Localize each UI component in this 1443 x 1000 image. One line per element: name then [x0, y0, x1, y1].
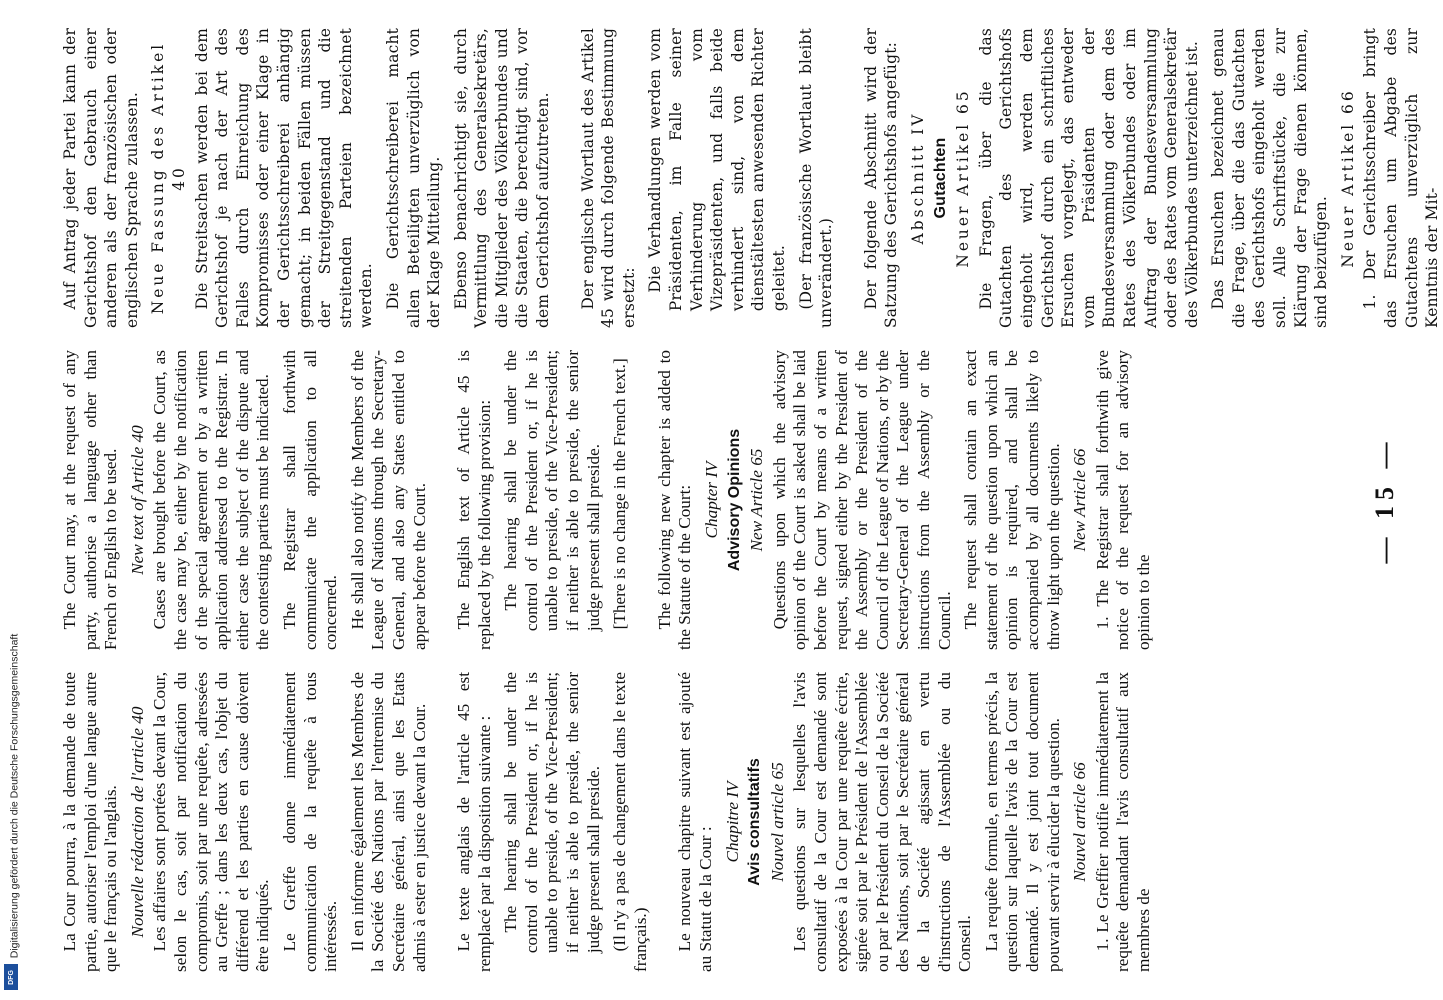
french-column: [60, 672, 1360, 972]
note: (Der französische Wortlaut bleibt unverändert.): [796, 28, 836, 328]
paragraph: The Registrar shall forthwith communicate the application to all concerned.: [279, 350, 341, 650]
paragraph: Die Fragen, über die das Gutachten des Gerichtshofs eingeholt wird, werden dem Gerichtshof durch ein schriftliches Ersuchen vorgelegt, das entweder vom Präsidenten der Bundesversammlung oder dem des Rates des Völkerbundes oder im Auftrag der Bundesversammlung oder des Rates vom Generalsekretär des Völkerbundes unterzeichnet ist.: [976, 28, 1201, 328]
paragraph: The Court may, at the request of any party, authorise a language other than French or English to be used.: [60, 350, 121, 650]
paragraph: Cases are brought before the Court, as the case may be, either by the notification of the special agreement or by a written application addressed to the Registrar. In either case the subject of the dispute and the contesting parties must be indicated.: [150, 350, 273, 650]
paragraph: Le Greffe donne immédiatement communication de la requête à tous intéressés.: [279, 672, 341, 972]
paragraph: Die Streitsachen werden bei dem Gerichtshof je nach der Art des Falles durch Einreichung des Kompromisses oder einer Klage in der Gerichtsschreiberei anhängig gemacht; in beiden Fällen müssen der Streitgegenstand und die streitenden Parteien bezeichnet werden.: [192, 28, 376, 328]
paragraph: La requête formule, en termes précis, la question sur laquelle l'avis de la Cour est demandé. Il y est joint tout document pouvant servir à élucider la question.: [981, 672, 1063, 972]
article-heading: New Article 66: [1070, 448, 1090, 552]
article-heading: Neue Fassung des Artikel 40: [149, 41, 188, 315]
chapter-title: Avis consultatifs: [746, 758, 764, 886]
note: (Il n'y a pas de changement dans le texte français.): [610, 672, 650, 972]
paragraph: Der folgende Abschnitt wird der Satzung des Gerichtshofs angefügt:: [861, 28, 901, 328]
dfg-logo-badge: [4, 964, 18, 990]
paragraph: Die Gerichtsschreiberei macht allen Beteiligten unverzüglich von der Klage Mitteilung.: [383, 28, 444, 328]
paragraph: Il en informe également les Membres de la Société des Nations par l'entremise du Secrétaire général, ainsi que les Etats admis à ester en justice devant la Cour.: [347, 672, 429, 972]
paragraph: Le nouveau chapitre suivant est ajouté au Statut de la Cour :: [675, 672, 716, 972]
article-heading: New text of Article 40: [127, 425, 147, 575]
paragraph: 1. The Registrar shall forthwith give notice of the request for an advisory opinion to the: [1092, 350, 1153, 650]
chapter-title: Advisory Opinions: [725, 428, 743, 572]
paragraph: Les affaires sont portées devant la Cour, selon le cas, soit par notification du compromis, soit par une requête, adressées au Greffe ; dans les deux cas, l'objet du différend et les parties en cause doivent être indiqués.: [150, 672, 273, 972]
quoted-provision: The hearing shall be under the control of the President or, if he is unable to preside, of the Vice-President; if neither is able to preside, the senior judge present shall preside.: [501, 350, 603, 632]
chapter-heading: Chapitre IV: [722, 781, 742, 863]
credit-text: Digitalisierung gefördert durch die Deutsche Forschungsgemeinschaft: [8, 633, 21, 959]
dfg-badge-label: DFG: [7, 969, 15, 985]
note: [There is no change in the French text.]: [610, 358, 630, 630]
article-heading: Neuer Artikel 66: [1338, 88, 1357, 268]
paragraph: 1. Le Greffier notifie immédiatement la requête demandant l'avis consultatif aux membres de: [1092, 672, 1153, 972]
article-heading: Nouvel article 66: [1070, 762, 1090, 882]
paragraph: La Cour pourra, à la demande de toute partie, autoriser l'emploi d'une langue autre que le français ou l'anglais.: [60, 672, 121, 972]
german-column: [60, 28, 1442, 328]
paragraph: Questions upon which the advisory opinion of the Court is asked shall be laid before the Court by means of a written request, signed either by the President of the Assembly or the President of the Council of the League of Nations, or by the Secretary-General of the League under instructions from the Assembly or the Council.: [769, 350, 954, 650]
paragraph: Les questions sur lesquelles l'avis consultatif de la Cour est demandé sont exposées à la Cour par une requête écrite, signée soit par le Président de l'Assemblée ou par le Président du Conseil de la Société des Nations, soit par le Secrétaire général de la Société agissant en vertu d'instructions de l'Assemblée ou du Conseil.: [790, 672, 975, 972]
article-heading: Nouvelle rédaction de l'article 40: [127, 706, 147, 938]
paragraph: The request shall contain an exact statement of the question upon which an opinion is required, and shall be accompanied by all documents likely to throw light upon the question.: [961, 350, 1063, 650]
quoted-provision: The hearing shall be under the control of the President or, if he is unable to preside, of the Vice-President; if neither is able to preside, the senior judge present shall preside.: [501, 672, 603, 954]
paragraph: Le texte anglais de l'article 45 est remplacé par la disposition suivante :: [454, 672, 494, 972]
paragraph: Auf Antrag jeder Partei kann der Gerichtshof den Gebrauch einer anderen als der französischen oder englischen Sprache zulassen.: [61, 28, 141, 328]
paragraph: Das Ersuchen bezeichnet genau die Frage, über die das Gutachten des Gerichtshofs eingeholt werden soll. Alle Schriftstücke, die zur Klärung der Frage dienen können, sind beizufügen.: [1209, 28, 1331, 328]
quoted-provision: Die Verhandlungen werden vom Präsidenten, im Falle seiner Verhinderung vom Vizepräsidenten, und falls beide verhindert sind, von dem dienstältesten anwesenden Richter geleitet.: [646, 28, 788, 312]
article-heading: Neuer Artikel 65: [954, 88, 973, 268]
chapter-title: Gutachten: [931, 137, 949, 219]
article-heading: New Article 65: [747, 448, 767, 552]
paragraph: The English text of Article 45 is replaced by the following provision:: [454, 350, 494, 650]
paragraph: Der englische Wortlaut des Artikel 45 wird durch folgende Bestimmung ersetzt:: [578, 28, 638, 328]
chapter-heading: Chapter IV: [702, 461, 722, 539]
chapter-heading: Abschnitt IV: [908, 111, 927, 245]
paragraph: 1. Der Gerichtsschreiber bringt das Ersuchen um Abgabe des Gutachtens unverzüglich zur Kenntnis der Mit-: [1361, 28, 1442, 328]
page-number: — 15 —: [1370, 436, 1399, 564]
paragraph: The following new chapter is added to the Statute of the Court:: [654, 350, 695, 650]
english-column: [60, 350, 1360, 650]
article-heading: Nouvel article 65: [767, 762, 787, 882]
paragraph: He shall also notify the Members of the League of Nations through the Secretary-General, and also any States entitled to appear before the Court.: [347, 350, 429, 650]
paragraph: Ebenso benachrichtigt sie, durch Vermittlung des Generalsekretärs, die Mitglieder des Völkerbundes und die Staaten, die berechtigt sind, vor dem Gerichtshof aufzutreten.: [451, 28, 553, 328]
digitization-credit: [4, 600, 24, 992]
